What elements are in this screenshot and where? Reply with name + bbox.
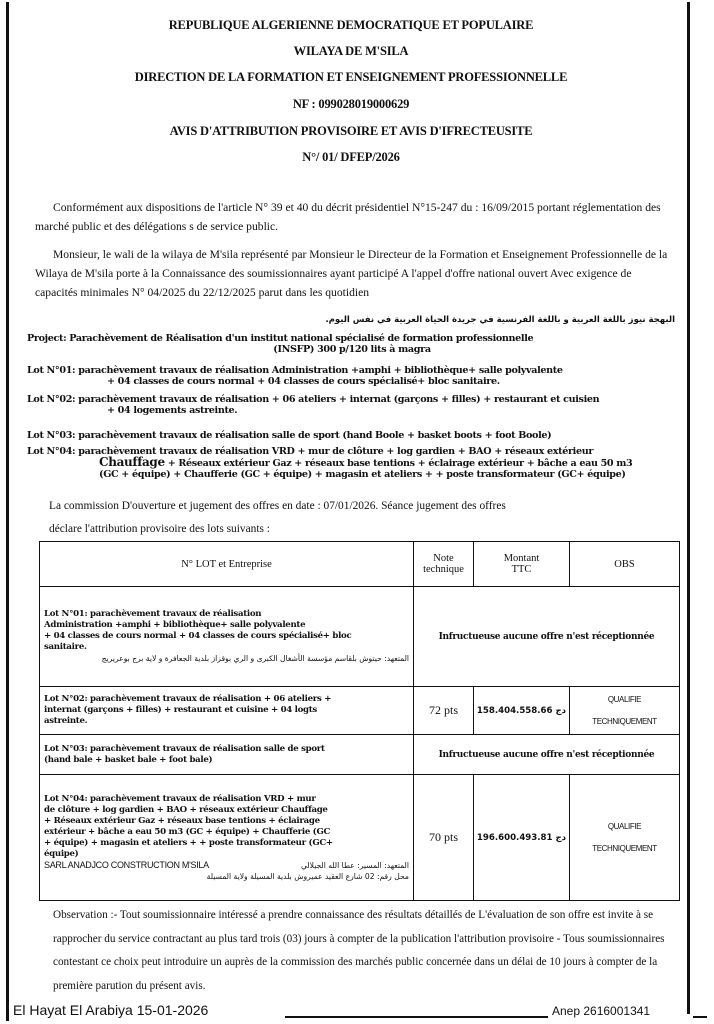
row-2-line-2: internat (garçons + filles) + restaurant et cuisine + 04 logts	[44, 705, 317, 715]
row-2-lot	[40, 687, 414, 735]
footer-right-rule	[693, 1016, 707, 1018]
row-4-line-1: Lot N°04: parachèvement travaux de réalisation VRD + mur	[44, 793, 316, 804]
row-3-lot	[40, 735, 414, 775]
footer-left-bar	[6, 1013, 9, 1021]
observation-text: Observation :- Tout soumissionnaire intéressé a prendre connaissance des résultats détaillés de L'évaluation de son offre est invite à se rapprocher du service contractant au plus tard trois (03) jours à compter de la publication l'attribution provisoire - Tous soumissionnaires contestant ce choix peut introduire un auprès de la commission des marchés public concernée dans un délai de 10 jours à compter de la première parution du présent avis.	[53, 909, 665, 992]
row-2-obs-line-1: QUALIFIE	[607, 694, 642, 704]
header-montant	[474, 542, 570, 587]
header-direction: DIRECTION DE LA FORMATION ET ENSEIGNEMENT PROFESSIONNELLE	[134, 70, 568, 84]
row-4-bidder	[44, 860, 409, 871]
table-row	[40, 687, 680, 735]
declare-text: déclare l'attribution provisoire des lots suivants :	[49, 523, 270, 535]
row-4-lot	[40, 775, 414, 901]
lot-4-line-c: (GC + équipe) + Chaufferie (GC + équipe) + magasin et ateliers + + poste transformateur (GC+ équipe)	[99, 469, 626, 480]
paragraph-announcement: Monsieur, le wali de la wilaya de M'sila représenté par Monsieur le Directeur de la Formation et Enseignement Professionnelle de la Wilaya de M'sila porte à la Connaissance des soumissionnaires ayant participé A l'appel d'offre national ouvert Avec exigence de capacités minimales N° 04/2025 du 22/12/2025 parut dans les quotidien	[35, 248, 668, 299]
header-wilaya: WILAYA DE M'SILA	[293, 44, 409, 58]
lot-4-line-b-rest: + Réseaux extérieur Gaz + réseaux base tentions + éclairage extérieur + bâche a eau 50 m3	[164, 458, 633, 469]
notice-frame	[6, 2, 690, 1014]
header-obs: OBS	[570, 542, 680, 587]
row-4-company: SARL ANADJCO CONSTRUCTION M'SILA	[44, 859, 209, 870]
header-note-line-1: Note	[433, 553, 454, 564]
row-4-line-2: de clôture + log gardien + BAO + réseaux extérieur Chauffage	[44, 804, 328, 815]
project-title	[27, 333, 677, 355]
footer	[0, 1001, 714, 1023]
row-1-lot	[40, 587, 414, 687]
paragraph-legal: Conformément aux dispositions de l'article N° 39 et 40 du décrit présidentiel N°15-247 du : 16/09/2015 portant réglementation des marché public et des délégations s de service public.	[35, 201, 661, 233]
commission-text: La commission D'ouverture et jugement des offres en date : 07/01/2026. Séance jugement des offres	[49, 500, 506, 512]
row-4-obs	[570, 775, 680, 901]
lot-2-description	[27, 394, 677, 416]
lot-4-description	[27, 446, 677, 480]
row-4-line-3: + Réseaux extérieur Gaz + réseaux base tentions + éclairage	[44, 815, 320, 826]
header-montant-line-2: TTC	[511, 564, 532, 575]
table-header-row	[40, 542, 680, 587]
row-2-obs-line-2: TECHNIQUEMENT	[592, 716, 657, 726]
project-line-1: Project: Parachèvement de Réalisation d'un institut national spécialisé de formation professionnelle	[27, 333, 534, 344]
row-2-note: 72 pts	[414, 687, 474, 735]
header-lot: N° LOT et Entreprise	[40, 542, 414, 587]
row-3-line-1: Lot N°03: parachèvement travaux de réalisation salle de sport	[44, 743, 325, 754]
row-1-line-3: + 04 classes de cours normal + 04 classes de cours spécialisé+ bloc	[44, 631, 352, 641]
header-note-line-2: technique	[423, 564, 464, 575]
row-4-line-6: équipe)	[44, 848, 79, 859]
row-4-obs-line-1: QUALIFIE	[607, 821, 642, 831]
row-1-line-1: Lot N°01: parachèvement travaux de réalisation	[44, 609, 262, 619]
row-2-line-1: Lot N°02: parachèvement travaux de réalisation + 06 ateliers +	[44, 694, 332, 704]
row-4-amount: دج 196.600.493.81	[474, 775, 570, 901]
row-2-line-3: astreinte.	[44, 716, 88, 726]
lot-4-line-b	[27, 457, 677, 469]
table-row	[40, 735, 680, 775]
footer-source: El Hayat El Arabiya 15-01-2026	[13, 1002, 209, 1018]
header-montant-line-1: Montant	[503, 553, 540, 564]
lot-2-line-b: + 04 logements astreinte.	[107, 405, 238, 416]
header-avis-title: AVIS D'ATTRIBUTION PROVISOIRE ET AVIS D'IFRECTEUSITE	[169, 124, 533, 138]
row-2-amount: دج 158.404.558.66	[474, 687, 570, 735]
row-4-note: 70 pts	[414, 775, 474, 901]
lot-2-line-a: Lot N°02: parachèvement travaux de réalisation + 06 ateliers + internat (garçons + filles) + restaurant et cuisien	[27, 394, 600, 405]
header-number: N°/ 01/ DFEP/2026	[302, 150, 400, 164]
project-line-2: (INSFP) 300 p/120 lits à magra	[273, 344, 431, 355]
row-1-line-2: Administration +amphi + bibliothèque+ salle polyvalente	[44, 620, 306, 630]
row-4-line-4: extérieur + bâche a eau 50 m3 (GC + équipe) + Chaufferie (GC	[44, 826, 331, 837]
lot-4-chauffage: Chauffage	[99, 455, 165, 469]
table-row	[40, 775, 680, 901]
row-1-bidder-arabic: المتعهد: حيتوش بلقاسم مؤسسة الأشغال الكبرى و الري بوقزاز بلدية الجعافرة و لاية برج بوعريريج	[101, 654, 409, 663]
table-row	[40, 587, 680, 687]
row-3-line-2: (hand bale + basket bale + foot bale)	[44, 754, 213, 765]
row-1-line-4: sanitaire.	[44, 642, 87, 652]
lot-3-description: Lot N°03: parachèvement travaux de réalisation salle de sport (hand Boole + basket boots + foot Boole)	[27, 430, 552, 441]
lot-1-line-b: + 04 classes de cours normal + 04 classes de cours spécialisé+ bloc sanitaire.	[107, 376, 500, 387]
footer-rule	[285, 1016, 548, 1018]
header-republic: REPUBLIQUE ALGERIENNE DEMOCRATIQUE ET POPULAIRE	[168, 18, 534, 32]
lot-1-description	[27, 365, 677, 387]
footer-anep-number: Anep 2616001341	[552, 1004, 651, 1018]
row-3-result: Infructueuse aucune offre n'est réceptionnée	[414, 735, 680, 775]
row-4-obs-line-2: TECHNIQUEMENT	[592, 843, 657, 853]
attribution-table	[39, 541, 680, 901]
lot-4-line-a: Lot N°04: parachèvement travaux de réalisation VRD + mur de clôture + log gardien + BAO + réseaux extérieur	[27, 446, 594, 457]
header-note	[414, 542, 474, 587]
row-2-obs	[570, 687, 680, 735]
header-nif: NF : 099028019000629	[292, 97, 410, 111]
row-4-line-5: + équipe) + magasin et ateliers + + poste transformateur (GC+	[44, 837, 333, 848]
arabic-newspapers: البهجة نيوز باللغة العربية و باللغة الفرنسية في جريدة الحياة العربية في نفس اليوم.	[325, 315, 675, 325]
row-4-bidder-arabic: المتعهد: المسير: عطا الله الجيلالي	[301, 860, 409, 870]
row-4-address-arabic: محل رقم: 02 شارع العقيد عميروش بلدية المسيلة ولاية المسيلة	[206, 871, 409, 881]
row-1-result: Infructueuse aucune offre n'est réceptionnée	[414, 587, 680, 687]
lot-1-line-a: Lot N°01: parachèvement travaux de réalisation Administration +amphi + bibliothèque+ salle polyvalente	[27, 365, 563, 376]
